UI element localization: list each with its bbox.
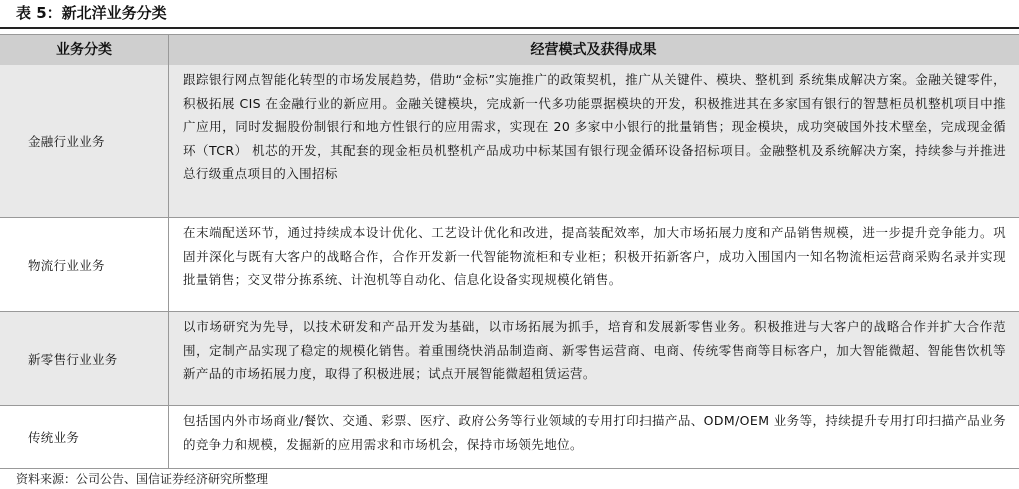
- description-cell: 在末端配送环节，通过持续成本设计优化、工艺设计优化和改进，提高装配效率，加大市场拓展力度和产品销售规模，进一步提升竞争能力。巩固并深化与既有大客户的战略合作，合作开发新一代智能物流柜和专业柜；积极开拓新客户，成功入围国内一知名物流柜运营商采购名录并实现批量销售；交叉带分拣系统、计泡机等自动化、信息化设备实现规模化销售。: [183, 225, 1006, 287]
- source-note: 资料来源：公司公告、国信证券经济研究所整理: [16, 472, 269, 486]
- table-row-traditional: [0, 406, 1019, 469]
- title-rule: [0, 27, 1019, 29]
- description-cell: 跟踪银行网点智能化转型的市场发展趋势，借助“金标”实施推广的政策契机，推广从关键件、模块、整机到 系统集成解决方案。金融关键零件，积极拓展 CIS 在金融行业的新应用。金融关键模块，完成新一代多功能票据模块的开发，积极推进其在多家国有银行的智慧柜员机整机项目中推广应用，同时发掘股份制银行和地方性银行的应用需求，实现在 20 多家中小银行的批量销售；现金模块，成功突破国外技术壁垒，完成现金循环（TCR） 机芯的开发，其配套的现金柜员机整机产品成功中标某国有银行现金循环设备招标项目。金融整机及系统解决方案，持续参与并推进总行级重点项目的入围招标: [183, 72, 1006, 181]
- category-cell: 金融行业业务: [28, 134, 105, 149]
- header-description: 经营模式及获得成果: [530, 42, 657, 58]
- column-divider: [168, 34, 169, 468]
- header-category: 业务分类: [56, 42, 112, 58]
- category-cell: 新零售行业业务: [28, 351, 118, 367]
- category-cell: 传统业务: [28, 430, 80, 445]
- table-row-logistics: [0, 218, 1019, 312]
- description-cell: 包括国内外市场商业/餐饮、交通、彩票、医疗、政府公务等行业领域的专用打印扫描产品、ODM/OEM 业务等，持续提升专用打印扫描产品业务的竞争力和规模，发掘新的应用需求和市场机会，保持市场领先地位。: [183, 413, 1006, 452]
- category-cell: 物流行业业务: [28, 257, 105, 273]
- table-row-finance: [0, 65, 1019, 218]
- table-title: 表 5：新北洋业务分类: [16, 4, 167, 22]
- table-row-new-retail: [0, 312, 1019, 406]
- table-header: [0, 34, 1019, 66]
- description-cell: 以市场研究为先导，以技术研发和产品开发为基础，以市场拓展为抓手，培育和发展新零售业务。积极推进与大客户的战略合作并扩大合作范围，定制产品实现了稳定的规模化销售。着重围绕快消品制造商、新零售运营商、电商、传统零售商等目标客户，加大智能微超、智能售饮机等新产品的市场拓展力度，取得了积极进展；试点开展智能微超租赁运营。: [183, 319, 1006, 381]
